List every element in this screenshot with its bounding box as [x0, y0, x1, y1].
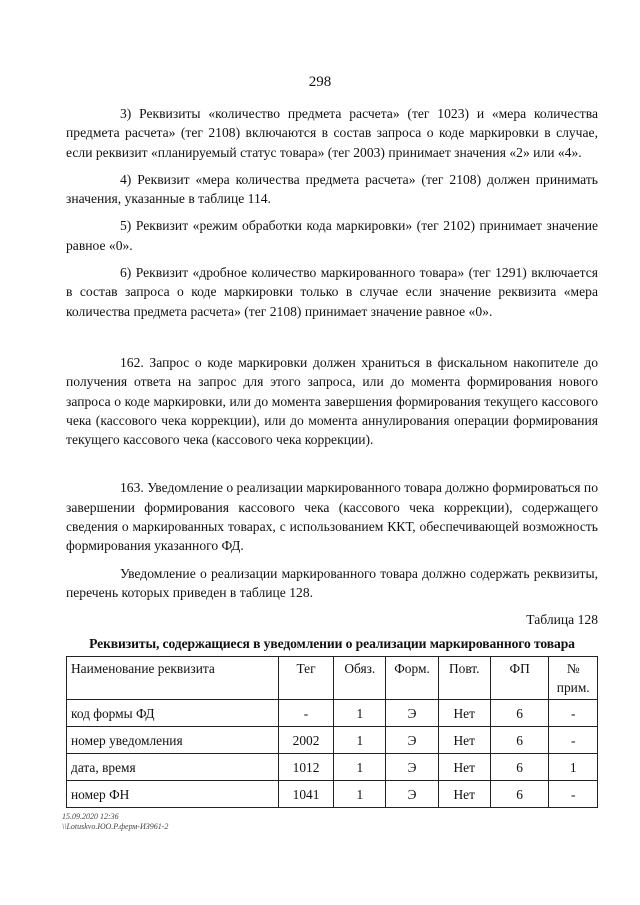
paragraph-162: 162. Запрос о коде маркировки должен храниться в фискальном накопителе до получения ответа на запрос для этого запроса, или до момента формирования нового запроса о коде маркировки, или до момента завершения формирования текущего кассового чека (кассового чека коррекции), или до момента аннулирования операции формирования текущего кассового чека (кассового чека коррекции). — [66, 354, 598, 448]
paragraph-163: 163. Уведомление о реализации маркированного товара должно формироваться по завершении формирования кассового чека (кассового чека коррекции), содержащего сведения о маркированных товарах, с использованием ККТ, обеспечивающей возможность формирования указанного ФД. — [66, 480, 598, 554]
cell-fp: 6 — [490, 700, 549, 727]
cell-tag: - — [278, 700, 333, 727]
cell-repeat: Нет — [438, 727, 490, 754]
table-row — [67, 754, 598, 781]
cell-name: номер уведомления — [67, 727, 279, 754]
cell-tag: 2002 — [278, 727, 333, 754]
cell-tag: 1041 — [278, 781, 333, 808]
cell-fp: 6 — [490, 781, 549, 808]
table-row — [67, 781, 598, 808]
header-name: Наименование реквизита — [67, 656, 279, 700]
cell-format: Э — [386, 727, 438, 754]
table-title: Реквизиты, содержащиеся в уведомлении о реализации маркированного товара — [89, 635, 575, 651]
footer-file-path: \\Lotuskvo.ЮО.Р.ферм-ИЗ961-2 — [62, 822, 169, 831]
cell-note-number: - — [549, 700, 598, 727]
cell-required: 1 — [334, 781, 386, 808]
table-caption: Таблица 128 — [526, 612, 598, 628]
footer-timestamp: 15.09.2020 12:36 — [62, 812, 119, 821]
cell-required: 1 — [334, 754, 386, 781]
paragraph-item-6: 6) Реквизит «дробное количество маркированного товара» (тег 1291) включается в состав запроса о коде маркировки только в случае если значение реквизита «мера количества предмета расчета» (тег 2108) принимает значение равное «0». — [66, 265, 598, 319]
header-fp: ФП — [490, 656, 549, 700]
paragraph-item-5: 5) Реквизит «режим обработки кода маркировки» (тег 2102) принимает значение равное «0». — [66, 218, 598, 253]
paragraph-163-note: Уведомление о реализации маркированного товара должно содержать реквизиты, перечень которых приведен в таблице 128. — [66, 565, 598, 600]
page-number: 298 — [308, 74, 332, 90]
cell-format: Э — [386, 781, 438, 808]
header-required: Обяз. — [334, 656, 386, 700]
header-tag: Тег — [278, 656, 333, 700]
cell-repeat: Нет — [438, 781, 490, 808]
cell-repeat: Нет — [438, 754, 490, 781]
cell-note-number: - — [549, 781, 598, 808]
cell-format: Э — [386, 700, 438, 727]
cell-name: номер ФН — [67, 781, 279, 808]
header-format: Форм. — [386, 656, 438, 700]
cell-fp: 6 — [490, 754, 549, 781]
cell-required: 1 — [334, 727, 386, 754]
table-row — [67, 700, 598, 727]
table-header-row — [67, 656, 598, 700]
cell-format: Э — [386, 754, 438, 781]
table-row — [67, 727, 598, 754]
header-repeat: Повт. — [438, 656, 490, 700]
cell-note-number: - — [549, 727, 598, 754]
cell-fp: 6 — [490, 727, 549, 754]
cell-name: код формы ФД — [67, 700, 279, 727]
document-footer — [62, 812, 168, 832]
requisites-table — [66, 656, 598, 809]
cell-repeat: Нет — [438, 700, 490, 727]
cell-name: дата, время — [67, 754, 279, 781]
paragraph-item-4: 4) Реквизит «мера количества предмета расчета» (тег 2108) должен принимать значения, указанные в таблице 114. — [66, 171, 598, 207]
cell-required: 1 — [334, 700, 386, 727]
cell-note-number: 1 — [549, 754, 598, 781]
document-body — [66, 104, 598, 808]
header-note-number: № прим. — [549, 656, 598, 700]
paragraph-item-3: 3) Реквизиты «количество предмета расчета» (тег 1023) и «мера количества предмета расчета» (тег 2108) включаются в состав запроса о коде маркировки в случае, если реквизит «планируемый статус товара» (тег 2003) принимает значения «2» или «4». — [66, 106, 598, 160]
cell-tag: 1012 — [278, 754, 333, 781]
